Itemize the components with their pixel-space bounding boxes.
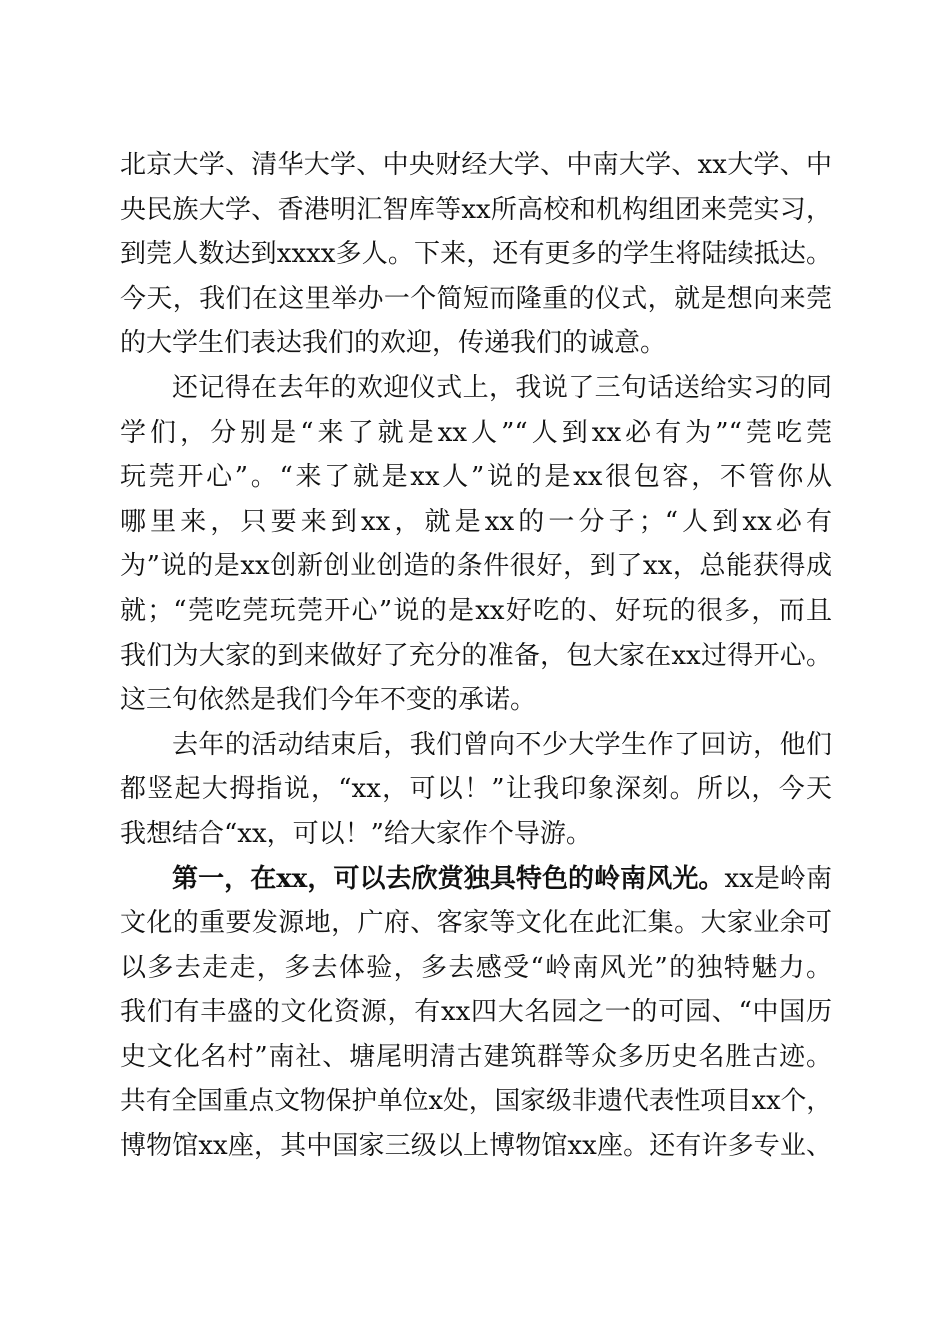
- line-text: 央民族大学、香港明汇智库等xx所高校和机构组团来莞实习，: [120, 194, 832, 225]
- text-line: [120, 812, 832, 857]
- line-text: 还记得在去年的欢迎仪式上，我说了三句话送给实习的同: [172, 372, 832, 403]
- text-line: [120, 277, 832, 322]
- text-line: [120, 321, 832, 366]
- text-line: [120, 589, 832, 634]
- text-line: [120, 857, 832, 902]
- line-text: 史文化名村”南社、塘尾明清古建筑群等众多历史名胜古迹。: [120, 1041, 832, 1072]
- text-line: [120, 1124, 832, 1169]
- line-text: 学们，分别是“来了就是xx人”“人到xx必有为”“莞吃莞: [120, 417, 832, 448]
- text-line: [120, 143, 832, 188]
- text-line: [120, 901, 832, 946]
- text-line: [120, 634, 832, 679]
- text-line: [120, 723, 832, 768]
- line-text: 文化的重要发源地，广府、客家等文化在此汇集。大家业余可: [120, 908, 832, 939]
- text-line: [120, 767, 832, 812]
- line-text: 到莞人数达到xxxx多人。下来，还有更多的学生将陆续抵达。: [120, 239, 832, 270]
- line-text: 都竖起大拇指说，“xx，可以！”让我印象深刻。所以，今天: [120, 774, 832, 805]
- line-text: xx是岭南: [724, 863, 832, 894]
- line-text: 哪里来，只要来到xx，就是xx的一分子；“人到xx必有: [120, 506, 832, 537]
- text-line: [120, 411, 832, 456]
- text-line: [120, 678, 832, 723]
- line-text: 我想结合“xx，可以！”给大家作个导游。: [120, 818, 592, 849]
- line-text: 玩莞开心”。“来了就是xx人”说的是xx很包容，不管你从: [120, 462, 832, 493]
- text-line: [120, 1079, 832, 1124]
- line-text: 共有全国重点文物保护单位x处，国家级非遗代表性项目xx个，: [120, 1086, 832, 1117]
- line-text: 这三句依然是我们今年不变的承诺。: [120, 685, 537, 716]
- body-text: [120, 143, 832, 1169]
- text-line: [120, 946, 832, 991]
- line-text: 就；“莞吃莞玩莞开心”说的是xx好吃的、好玩的很多，而且: [120, 595, 832, 626]
- text-line: [120, 455, 832, 500]
- line-text: 博物馆xx座，其中国家三级以上博物馆xx座。还有许多专业、: [120, 1131, 832, 1162]
- line-text: 我们有丰盛的文化资源，有xx四大名园之一的可园、“中国历: [120, 997, 832, 1028]
- text-line: [120, 188, 832, 233]
- text-line: [120, 366, 832, 411]
- line-text: 今天，我们在这里举办一个简短而隆重的仪式，就是想向来莞: [120, 283, 832, 314]
- text-line: [120, 232, 832, 277]
- line-text: 北京大学、清华大学、中央财经大学、中南大学、xx大学、中: [120, 150, 832, 180]
- text-line: [120, 544, 832, 589]
- line-text: 为”说的是xx创新创业创造的条件很好，到了xx，总能获得成: [120, 551, 832, 582]
- section-heading: 第一，在xx，可以去欣赏独具特色的岭南风光。: [172, 863, 725, 894]
- line-text: 的大学生们表达我们的欢迎，传递我们的诚意。: [120, 328, 667, 359]
- text-line: [120, 500, 832, 545]
- line-text: 以多去走走，多去体验，多去感受“岭南风光”的独特魅力。: [120, 952, 832, 983]
- text-line: [120, 1035, 832, 1080]
- line-text: 我们为大家的到来做好了充分的准备，包大家在xx过得开心。: [120, 640, 832, 671]
- text-line: [120, 990, 832, 1035]
- line-text: 去年的活动结束后，我们曾向不少大学生作了回访，他们: [172, 729, 832, 760]
